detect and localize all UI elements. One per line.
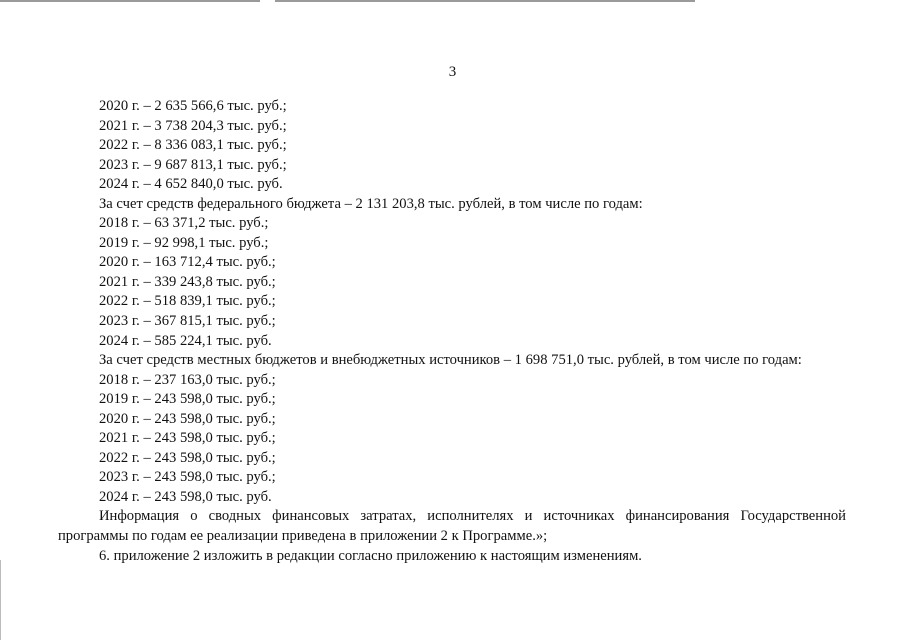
local-line: 2018 г. – 237 163,0 тыс. руб.; bbox=[99, 371, 276, 388]
local-line: 2022 г. – 243 598,0 тыс. руб.; bbox=[99, 449, 276, 466]
funding-line: 2023 г. – 9 687 813,1 тыс. руб.; bbox=[99, 156, 287, 173]
federal-line: 2022 г. – 518 839,1 тыс. руб.; bbox=[99, 293, 276, 310]
federal-budget-heading: За счет средств федерального бюджета – 2 131 203,8 тыс. рублей, в том числе по годам: bbox=[99, 195, 643, 212]
local-line: 2019 г. – 243 598,0 тыс. руб.; bbox=[99, 391, 276, 408]
federal-line: 2023 г. – 367 815,1 тыс. руб.; bbox=[99, 313, 276, 330]
federal-line: 2024 г. – 585 224,1 тыс. руб. bbox=[99, 332, 272, 349]
page-number: 3 bbox=[448, 64, 457, 80]
federal-line: 2020 г. – 163 712,4 тыс. руб.; bbox=[99, 254, 276, 271]
funding-line: 2022 г. – 8 336 083,1 тыс. руб.; bbox=[99, 137, 287, 154]
scan-left-edge bbox=[0, 560, 1, 640]
document-body bbox=[58, 97, 846, 566]
info-paragraph: Информация о сводных финансовых затратах, исполнителях и источниках финансирования Государственной программы по годам ее реализации приведена в приложении 2 к Программе.»; bbox=[58, 508, 846, 545]
local-line: 2021 г. – 243 598,0 тыс. руб.; bbox=[99, 430, 276, 447]
federal-line: 2021 г. – 339 243,8 тыс. руб.; bbox=[99, 273, 276, 290]
funding-line: 2024 г. – 4 652 840,0 тыс. руб. bbox=[99, 176, 283, 193]
local-line: 2024 г. – 243 598,0 тыс. руб. bbox=[99, 488, 272, 505]
scan-top-border bbox=[0, 0, 260, 2]
local-budget-heading: За счет средств местных бюджетов и внебюджетных источников – 1 698 751,0 тыс. рублей, в том числе по годам: bbox=[99, 352, 802, 369]
funding-line: 2020 г. – 2 635 566,6 тыс. руб.; bbox=[99, 98, 287, 114]
item-6-paragraph: 6. приложение 2 изложить в редакции согласно приложению к настоящим изменениям. bbox=[99, 547, 642, 564]
federal-line: 2018 г. – 63 371,2 тыс. руб.; bbox=[99, 215, 269, 232]
scan-top-border bbox=[275, 0, 695, 2]
local-line: 2020 г. – 243 598,0 тыс. руб.; bbox=[99, 410, 276, 427]
funding-line: 2021 г. – 3 738 204,3 тыс. руб.; bbox=[99, 117, 287, 134]
federal-line: 2019 г. – 92 998,1 тыс. руб.; bbox=[99, 234, 269, 251]
local-line: 2023 г. – 243 598,0 тыс. руб.; bbox=[99, 469, 276, 486]
